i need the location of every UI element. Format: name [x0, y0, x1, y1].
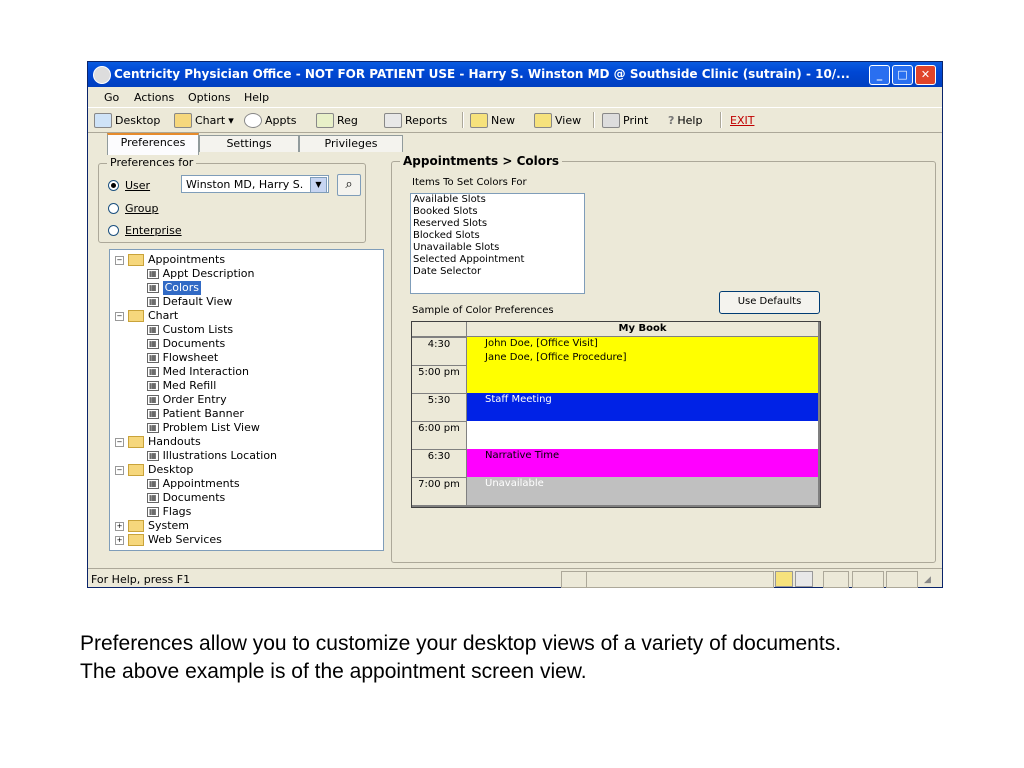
flag-icon[interactable]	[795, 571, 813, 587]
tree-item[interactable]	[147, 351, 218, 365]
tree-label: Default View	[162, 295, 233, 308]
grid-icon: ▦	[149, 353, 157, 362]
help-button[interactable]: ? Help	[668, 113, 703, 127]
collapse-icon[interactable]: −	[116, 437, 123, 446]
printer-icon	[602, 113, 620, 128]
time-cell	[412, 491, 467, 505]
tree-folder[interactable]	[115, 463, 193, 477]
collapse-icon[interactable]: −	[116, 311, 123, 320]
tree-item[interactable]	[147, 379, 216, 393]
items-label: Items To Set Colors For	[412, 177, 527, 188]
folder-icon	[128, 520, 144, 532]
tree-item[interactable]	[147, 323, 233, 337]
tree-label: Problem List View	[162, 421, 260, 434]
tree-folder[interactable]	[115, 533, 222, 547]
tree-item[interactable]	[147, 393, 227, 407]
user-select[interactable]: Winston MD, Harry S. ▼	[181, 175, 329, 193]
reg-button[interactable]: Reg	[316, 111, 358, 129]
items-listbox[interactable]	[410, 193, 585, 294]
tree-item[interactable]	[147, 491, 225, 505]
tab-settings[interactable]: Settings	[199, 135, 299, 152]
grid-icon: ▦	[149, 339, 157, 348]
tree-folder[interactable]	[115, 435, 201, 449]
list-item[interactable]: Date Selector	[413, 266, 482, 277]
caption-line-1: Preferences allow you to customize your desktop views of a variety of documents.	[80, 632, 842, 655]
grid-icon: ▦	[149, 297, 157, 306]
appointment-slot[interactable]	[467, 421, 818, 435]
tree-item[interactable]	[147, 365, 249, 379]
collapse-icon[interactable]: −	[116, 465, 123, 474]
grid-icon: ▦	[149, 367, 157, 376]
menu-help[interactable]: Help	[244, 91, 270, 104]
expand-icon[interactable]: +	[116, 535, 123, 544]
tree-label: System	[148, 519, 190, 532]
tree-item[interactable]	[147, 337, 225, 351]
note-icon[interactable]	[775, 571, 793, 587]
tab-privileges[interactable]: Privileges	[299, 135, 403, 152]
tree-folder[interactable]	[115, 253, 225, 267]
title-bar[interactable]	[88, 62, 942, 87]
folder-icon	[128, 436, 144, 448]
folder-icon	[128, 464, 144, 476]
status-pane	[823, 571, 849, 588]
grid-icon: ▦	[149, 479, 157, 488]
tree-label: Appt Description	[162, 267, 255, 280]
toolbar-separator	[462, 112, 464, 128]
appointment-slot[interactable]: Narrative Time	[467, 449, 818, 463]
list-item[interactable]: Blocked Slots	[413, 230, 480, 241]
chevron-down-icon[interactable]: ▼	[310, 177, 327, 193]
expand-icon[interactable]: +	[116, 521, 123, 530]
grid-icon: ▦	[149, 409, 157, 418]
grid-icon: ▦	[149, 381, 157, 390]
appointment-grid	[411, 321, 821, 508]
tree-item[interactable]	[147, 477, 240, 491]
menu-go[interactable]: Go	[104, 91, 120, 104]
tree-label: Illustrations Location	[162, 449, 278, 462]
menu-options[interactable]: Options	[188, 91, 231, 104]
radio-dot	[108, 225, 119, 236]
tree-label: Documents	[162, 491, 226, 504]
tree-label: Appointments	[162, 477, 240, 490]
tree-item[interactable]	[147, 505, 191, 519]
appointment-slot[interactable]	[467, 435, 818, 449]
sample-label: Sample of Color Preferences	[412, 305, 554, 316]
list-item[interactable]: Booked Slots	[413, 206, 478, 217]
collapse-icon[interactable]: −	[116, 255, 123, 264]
grid-icon: ▦	[149, 451, 157, 460]
folder-icon	[128, 254, 144, 266]
tree-label: Appointments	[148, 253, 226, 266]
grid-icon: ▦	[149, 283, 157, 292]
view-document-icon	[534, 113, 552, 128]
tree-item[interactable]	[147, 421, 260, 435]
clock-icon	[244, 113, 262, 128]
radio-group[interactable]: Group	[108, 202, 159, 215]
folder-icon	[128, 534, 144, 546]
tree-label: Custom Lists	[162, 323, 234, 336]
print-button[interactable]: Print	[602, 111, 648, 129]
application-window	[87, 61, 943, 588]
time-cell	[412, 351, 467, 365]
tab-preferences[interactable]: Preferences	[107, 133, 199, 155]
status-pane	[586, 571, 774, 588]
view-button[interactable]: View	[534, 111, 581, 129]
binoculars-search-button[interactable]	[337, 174, 361, 196]
time-cell: 5:00 pm	[412, 365, 467, 379]
appointment-slot[interactable]	[467, 365, 818, 379]
tree-label: Documents	[162, 337, 226, 350]
grid-icon: ▦	[149, 269, 157, 278]
grid-icon: ▦	[149, 493, 157, 502]
new-button[interactable]: New	[470, 111, 515, 129]
tree-label: Patient Banner	[162, 407, 244, 420]
appointment-slot[interactable]	[467, 491, 818, 505]
new-document-icon	[470, 113, 488, 128]
app-icon	[93, 66, 111, 84]
colors-panel-title: Appointments > Colors	[400, 154, 562, 168]
time-cell	[412, 407, 467, 421]
grid-icon: ▦	[149, 395, 157, 404]
time-cell	[412, 463, 467, 477]
radio-dot	[108, 180, 119, 191]
preferences-for-group	[98, 156, 366, 243]
exit-button[interactable]: EXIT	[730, 113, 755, 127]
tree-label: Chart	[148, 309, 179, 322]
resize-grip-icon[interactable]: ◢	[924, 575, 931, 585]
list-item[interactable]: Available Slots	[413, 194, 486, 205]
help-icon: ?	[668, 113, 675, 127]
window-title: Centricity Physician Office - NOT FOR PATIENT USE - Harry S. Winston MD @ Southside Clinic (sutrain) - 10/...	[114, 67, 850, 81]
minimize-button[interactable]: _	[869, 65, 890, 85]
time-cell	[412, 435, 467, 449]
tree-item[interactable]	[147, 267, 255, 281]
menu-actions[interactable]: Actions	[134, 91, 175, 104]
time-cell	[412, 379, 467, 393]
status-bar	[88, 568, 942, 589]
grid-icon: ▦	[149, 325, 157, 334]
tree-item[interactable]	[147, 407, 244, 421]
grid-icon: ▦	[149, 507, 157, 516]
appointment-slot[interactable]: Staff Meeting	[467, 393, 818, 407]
tree-folder[interactable]	[115, 519, 189, 533]
tree-label: Web Services	[148, 533, 222, 546]
chart-button[interactable]: Chart ▾	[174, 111, 234, 129]
menu-bar	[88, 88, 942, 106]
reports-icon	[384, 113, 402, 128]
tree-folder[interactable]	[115, 309, 178, 323]
tree-label: Med Refill	[162, 379, 217, 392]
appointment-slot[interactable]: Jane Doe, [Office Procedure]	[467, 351, 818, 365]
tree-item[interactable]	[147, 281, 201, 295]
preferences-tree[interactable]	[109, 249, 384, 551]
radio-enterprise[interactable]: Enterprise	[108, 224, 182, 237]
slide-caption	[80, 630, 940, 686]
caption-line-2: The above example is of the appointment screen view.	[80, 660, 587, 683]
appointment-slot[interactable]	[467, 463, 818, 477]
use-defaults-button[interactable]: Use Defaults	[719, 291, 820, 314]
tree-label: Order Entry	[162, 393, 227, 406]
folder-icon	[128, 310, 144, 322]
list-item[interactable]: Unavailable Slots	[413, 242, 500, 253]
maximize-button[interactable]: □	[892, 65, 913, 85]
status-pane	[852, 571, 884, 588]
desktop-button[interactable]: Desktop	[94, 111, 160, 129]
appointment-slot[interactable]	[467, 407, 818, 421]
status-pane	[561, 571, 587, 588]
book-header: My Book	[467, 322, 818, 336]
tree-label: Desktop	[148, 463, 194, 476]
tree-label: Med Interaction	[162, 365, 249, 378]
time-cell: 5:30	[412, 393, 467, 407]
desktop-icon	[94, 113, 112, 128]
status-text: For Help, press F1	[91, 573, 191, 586]
tree-item[interactable]	[147, 449, 277, 463]
radio-dot	[108, 203, 119, 214]
tree-item[interactable]	[147, 295, 232, 309]
time-cell: 6:00 pm	[412, 421, 467, 435]
appointment-slot[interactable]	[467, 379, 818, 393]
time-cell: 7:00 pm	[412, 477, 467, 491]
chevron-down-icon: ▾	[228, 113, 234, 127]
tree-label: Handouts	[148, 435, 201, 448]
grid-corner	[412, 322, 467, 336]
tree-label: Colors	[164, 281, 200, 294]
time-cell: 6:30	[412, 449, 467, 463]
reports-button[interactable]: Reports	[384, 111, 447, 129]
time-cell: 4:30	[412, 337, 467, 351]
toolbar-separator	[593, 112, 595, 128]
grid-icon: ▦	[149, 423, 157, 432]
status-pane	[886, 571, 918, 588]
appointment-slot[interactable]: John Doe, [Office Visit]	[467, 337, 818, 351]
register-icon	[316, 113, 334, 128]
appointment-slot[interactable]: Unavailable	[467, 477, 818, 491]
tree-label: Flags	[162, 505, 192, 518]
radio-user[interactable]: User	[108, 179, 150, 192]
preferences-for-legend: Preferences for	[107, 156, 196, 169]
close-button[interactable]: ✕	[915, 65, 936, 85]
toolbar-separator	[720, 112, 722, 128]
list-item[interactable]: Reserved Slots	[413, 218, 488, 229]
toolbar	[88, 107, 942, 133]
appts-button[interactable]: Appts	[244, 111, 297, 129]
binoculars-icon: ⌕	[345, 177, 353, 192]
tree-label: Flowsheet	[162, 351, 219, 364]
list-item[interactable]: Selected Appointment	[413, 254, 525, 265]
folder-icon	[174, 113, 192, 128]
